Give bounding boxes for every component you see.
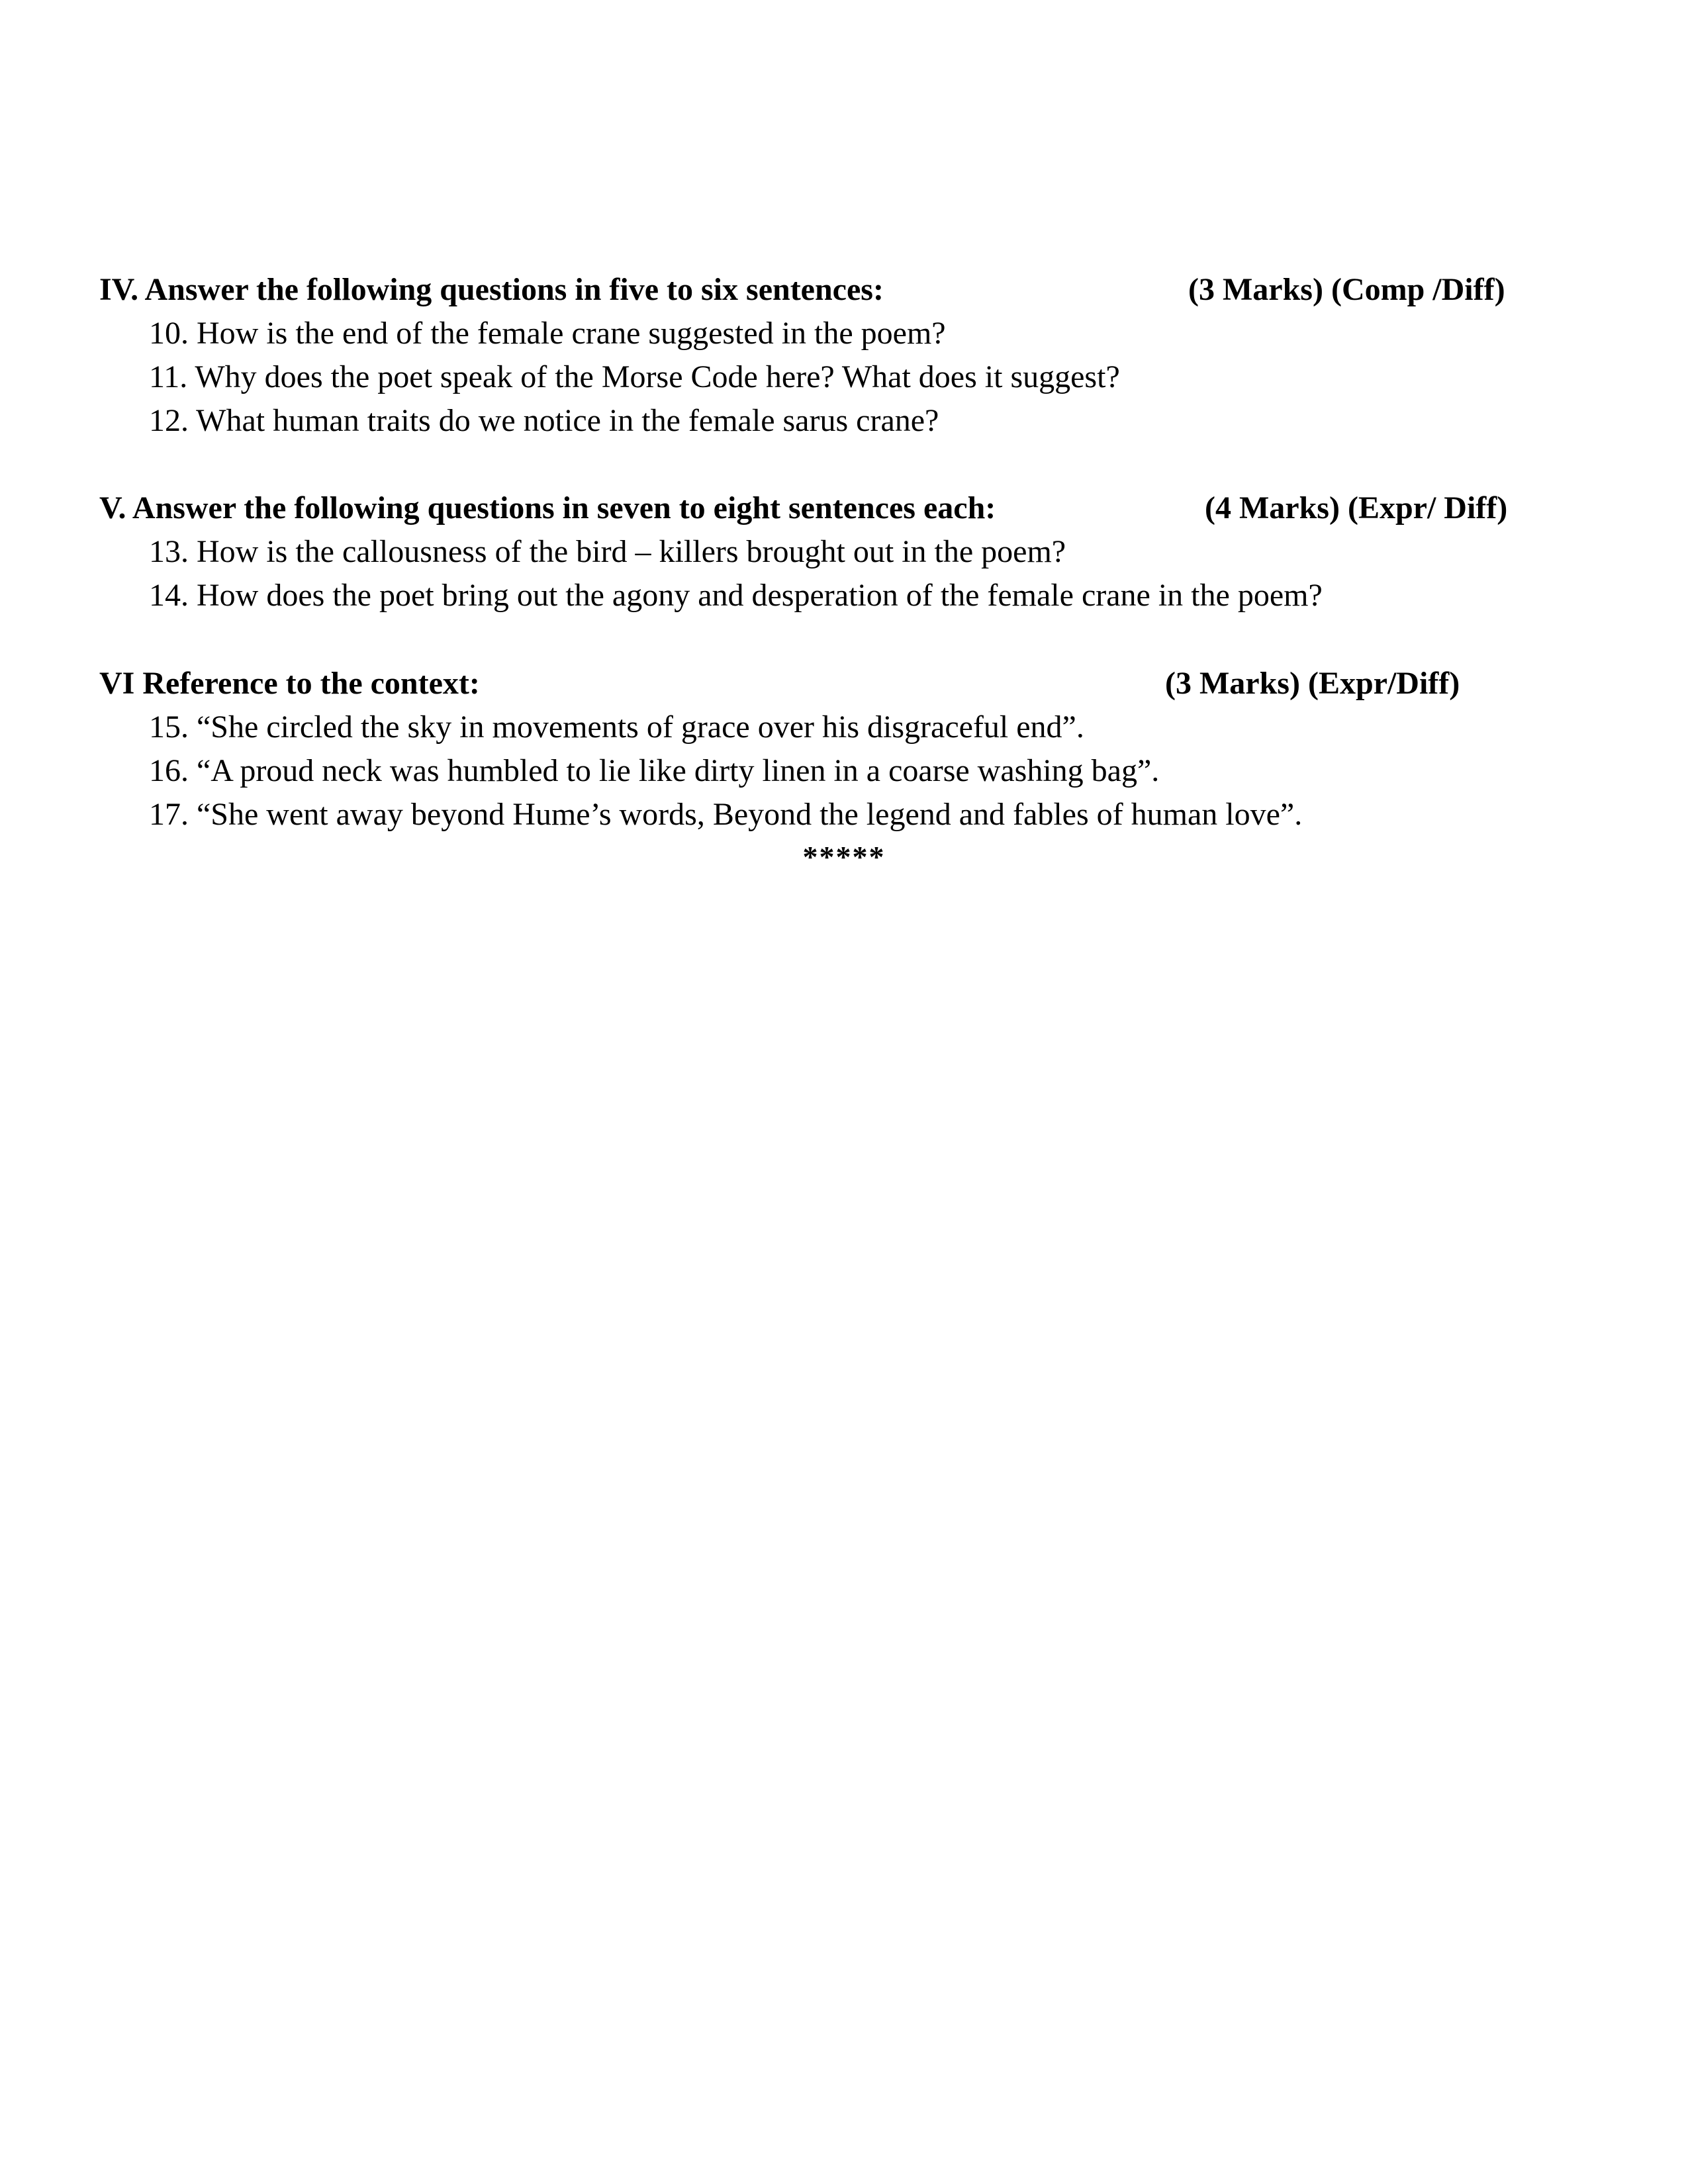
question-item	[99, 399, 1523, 443]
question-item	[99, 355, 1523, 399]
question-text: “She circled the sky in movements of grace over his disgraceful end”.	[197, 709, 1084, 745]
section-iv	[99, 268, 1523, 443]
end-of-paper-mark: *****	[802, 840, 886, 874]
question-number: 15.	[149, 709, 189, 745]
question-text: Why does the poet speak of the Morse Code here? What does it suggest?	[195, 359, 1120, 394]
question-text: How does the poet bring out the agony and desperation of the female crane in the poem?	[197, 578, 1323, 613]
question-list	[99, 705, 1523, 837]
question-item	[99, 749, 1523, 793]
question-number: 10.	[149, 316, 189, 351]
question-list	[99, 312, 1523, 443]
section-vi	[99, 662, 1523, 837]
question-number: 11.	[149, 359, 188, 394]
question-text: “A proud neck was humbled to lie like dirty linen in a coarse washing bag”.	[197, 753, 1160, 788]
question-list	[99, 530, 1523, 617]
section-marks: (4 Marks) (Expr/ Diff)	[1205, 490, 1508, 525]
question-number: 13.	[149, 534, 189, 569]
question-number: 14.	[149, 578, 189, 613]
question-item	[99, 530, 1523, 574]
section-marks: (3 Marks) (Expr/Diff)	[1165, 666, 1460, 701]
question-item	[99, 312, 1523, 355]
section-title: IV. Answer the following questions in five to six sentences:	[99, 272, 884, 307]
question-number: 16.	[149, 753, 189, 788]
section-header	[99, 662, 1523, 705]
question-text: How is the callousness of the bird – killers brought out in the poem?	[197, 534, 1066, 569]
question-text: “She went away beyond Hume’s words, Beyond the legend and fables of human love”.	[197, 797, 1303, 832]
section-v	[99, 486, 1523, 617]
question-number: 12.	[149, 403, 189, 438]
question-text: What human traits do we notice in the female sarus crane?	[196, 403, 939, 438]
question-number: 17.	[149, 797, 189, 832]
question-item	[99, 705, 1523, 749]
question-item	[99, 574, 1523, 617]
section-title: VI Reference to the context:	[99, 666, 480, 701]
section-header	[99, 486, 1523, 530]
section-title: V. Answer the following questions in seven to eight sentences each:	[99, 490, 996, 525]
section-header	[99, 268, 1523, 312]
section-marks: (3 Marks) (Comp /Diff)	[1188, 272, 1505, 307]
question-text: How is the end of the female crane suggested in the poem?	[197, 316, 946, 351]
question-item	[99, 793, 1523, 837]
